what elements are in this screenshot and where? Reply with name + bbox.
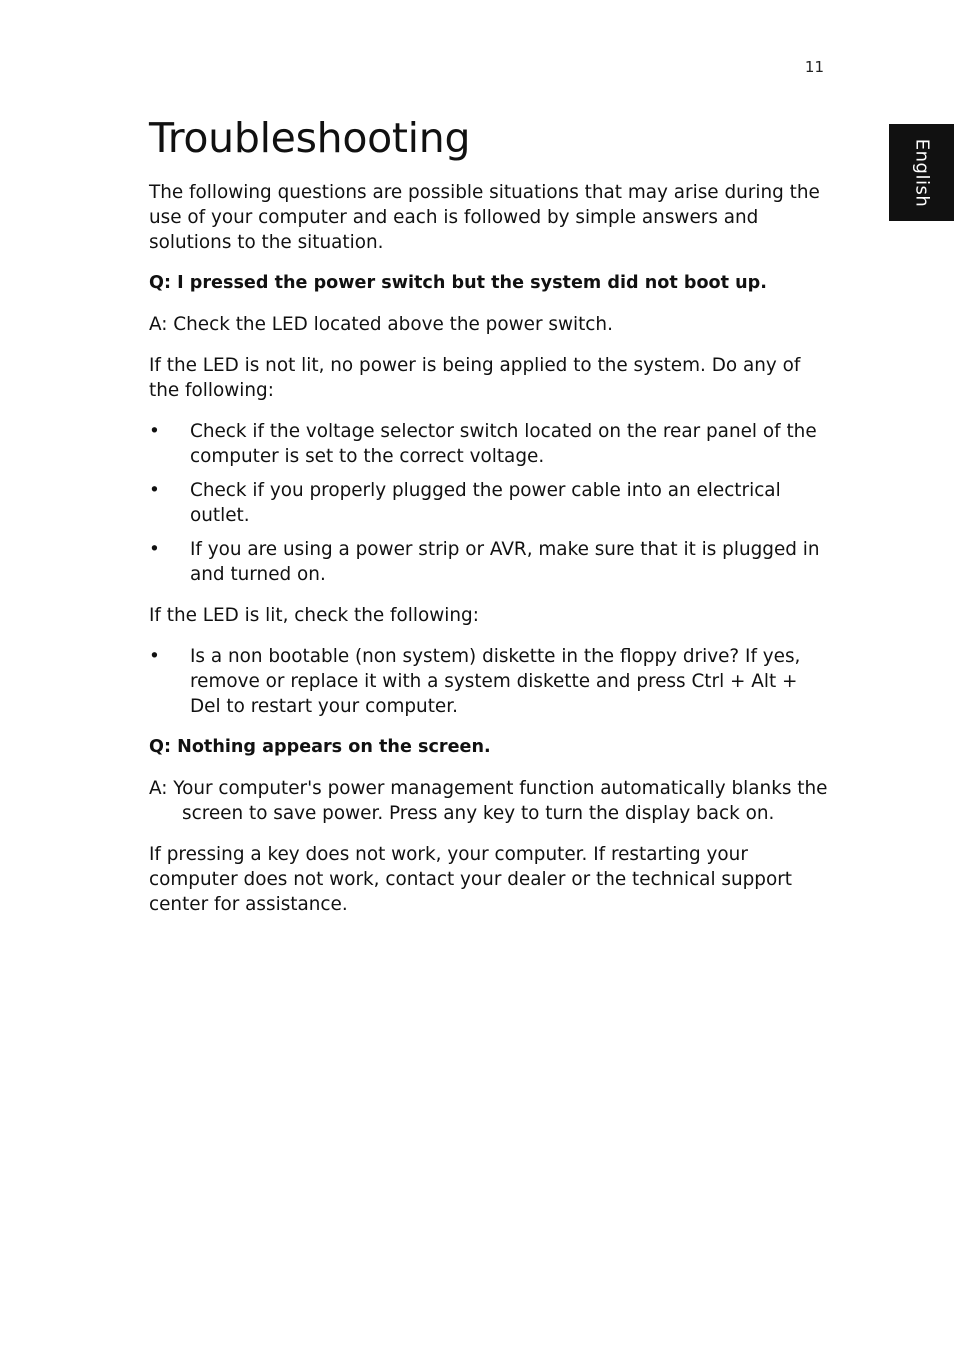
list-item bbox=[149, 419, 829, 469]
list-item-text: Check if the voltage selector switch located on the rear panel of the computer is set to the correct voltage. bbox=[190, 421, 817, 467]
list-item-text: If you are using a power strip or AVR, make sure that it is plugged in and turned on. bbox=[190, 539, 820, 585]
answer-power-management: A: Your computer's power management function automatically blanks the screen to save power. Press any key to turn the display back on. bbox=[149, 778, 828, 824]
list-item-text: Check if you properly plugged the power cable into an electrical outlet. bbox=[190, 480, 781, 526]
bullet-icon: • bbox=[149, 421, 160, 442]
answer-check-led: A: Check the LED located above the power switch. bbox=[149, 314, 613, 335]
followup-paragraph: If pressing a key does not work, your computer. If restarting your computer does not work, contact your dealer or the technical support center for assistance. bbox=[149, 844, 793, 915]
intro-paragraph: The following questions are possible situations that may arise during the use of your computer and each is followed by simple answers and solutions to the situation. bbox=[149, 182, 820, 253]
bullet-icon: • bbox=[149, 480, 160, 501]
question-power-switch: Q: I pressed the power switch but the system did not boot up. bbox=[149, 273, 767, 293]
page-title: Troubleshooting bbox=[149, 114, 471, 162]
led-lit-list bbox=[149, 644, 829, 719]
led-lit-paragraph: If the LED is lit, check the following: bbox=[149, 605, 479, 626]
page-number: 11 bbox=[804, 58, 824, 76]
question-nothing-on-screen: Q: Nothing appears on the screen. bbox=[149, 737, 491, 757]
list-item-text: Is a non bootable (non system) diskette in the floppy drive? If yes, remove or replace it with a system diskette and press Ctrl + Alt + Del to restart your computer. bbox=[190, 646, 801, 717]
list-item bbox=[149, 478, 829, 528]
language-tab-label: English bbox=[911, 138, 932, 207]
led-not-lit-paragraph: If the LED is not lit, no power is being applied to the system. Do any of the following: bbox=[149, 355, 801, 401]
bullet-icon: • bbox=[149, 539, 160, 560]
led-not-lit-list bbox=[149, 419, 829, 587]
list-item bbox=[149, 537, 829, 587]
bullet-icon: • bbox=[149, 646, 160, 667]
page-content bbox=[149, 110, 829, 933]
language-tab bbox=[889, 124, 954, 221]
list-item bbox=[149, 644, 829, 719]
